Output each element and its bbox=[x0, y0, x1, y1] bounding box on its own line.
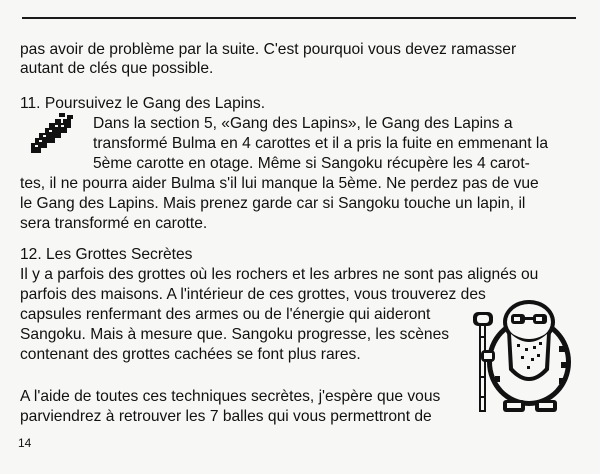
page-number: 14 bbox=[18, 436, 32, 450]
intro-line-2: autant de clés que possible. bbox=[20, 60, 214, 77]
section-11-line-6: sera transformé en carotte. bbox=[20, 215, 208, 232]
section-11-heading: 11. Poursuivez le Gang des Lapins. bbox=[20, 95, 266, 112]
section-11-line-4: tes, il ne pourra aider Bulma s'il lui manque la 5ème. Ne perdez pas de vue bbox=[20, 175, 539, 192]
header-rule bbox=[22, 17, 576, 19]
closing-line-1: A l'aide de toutes ces techniques secrètes, j'espère que vous bbox=[20, 388, 441, 405]
section-12-line-1: Il y a parfois des grottes où les rochers et les arbres ne sont pas alignés ou bbox=[20, 266, 539, 283]
section-11-line-5: le Gang des Lapins. Mais prenez garde car si Sangoku touche un lapin, il bbox=[20, 195, 526, 212]
section-12-line-4: Sangoku. Mais à mesure que. Sangoku progresse, les scènes bbox=[20, 326, 450, 343]
pixel-carrot-icon bbox=[29, 113, 79, 157]
intro-line-1: pas avoir de problème par la suite. C'est pourquoi vous devez ramasser bbox=[20, 41, 517, 58]
section-11-line-3: 5ème carotte en otage. Même si Sangoku récupère les 4 carot- bbox=[93, 155, 530, 172]
section-12-heading: 12. Les Grottes Secrètes bbox=[20, 246, 193, 263]
section-11-line-1: Dans la section 5, «Gang des Lapins», le Gang des Lapins a bbox=[93, 115, 513, 132]
section-12-line-2: parfois des maisons. A l'intérieur de ces grottes, vous trouverez des bbox=[20, 286, 486, 303]
section-12-line-3: capsules renfermant des armes ou de l'énergie qui aideront bbox=[20, 306, 431, 323]
section-11-line-2: transformé Bulma en 4 carottes et il a pris la fuite en emmenant la bbox=[93, 135, 549, 152]
section-12-line-5: contenant des grottes cachées se font plus rares. bbox=[20, 346, 361, 363]
closing-line-2: parviendrez à retrouver les 7 balles qui vous permettront de bbox=[20, 408, 432, 425]
